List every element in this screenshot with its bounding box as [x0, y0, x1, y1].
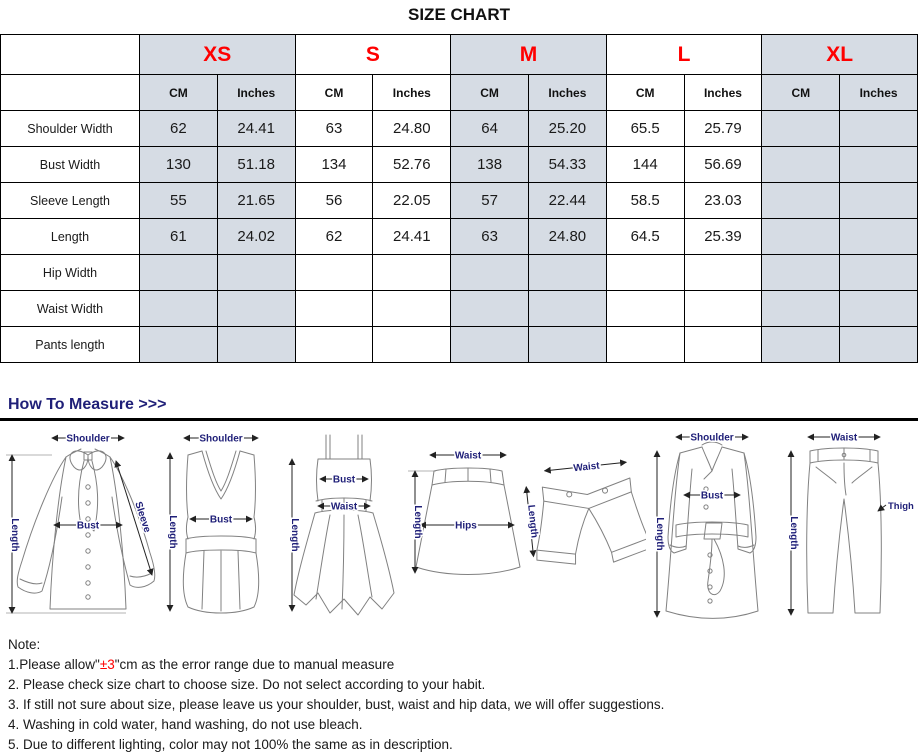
- pants-drawing: [807, 448, 882, 613]
- table-row: [1, 327, 918, 363]
- note-tolerance-value: ±3: [99, 657, 115, 672]
- value-cell: 23.03: [684, 183, 762, 219]
- value-cell: [295, 327, 373, 363]
- value-cell: [840, 183, 918, 219]
- unit-cell: CM: [451, 75, 529, 111]
- value-cell: [684, 327, 762, 363]
- length-label: Length: [525, 504, 540, 539]
- value-cell: [840, 255, 918, 291]
- value-cell: 58.5: [606, 183, 684, 219]
- unit-cell: CM: [762, 75, 840, 111]
- value-cell: 64.5: [606, 219, 684, 255]
- shoulder-label: Shoulder: [690, 432, 734, 444]
- value-cell: [217, 327, 295, 363]
- value-cell: [762, 111, 840, 147]
- unit-cell: Inches: [684, 75, 762, 111]
- value-cell: [373, 291, 451, 327]
- value-cell: 63: [295, 111, 373, 147]
- unit-header-row: [1, 75, 918, 111]
- bust-label: Bust: [700, 490, 724, 502]
- value-cell: 144: [606, 147, 684, 183]
- note-line: 3. If still not sure about size, please leave us your shoulder, bust, waist and hip data, we will offer suggestions.: [8, 697, 665, 712]
- note-line: 5. Due to different lighting, color may not 100% the same as in description.: [8, 737, 453, 752]
- value-cell: [762, 147, 840, 183]
- value-cell: 61: [140, 219, 218, 255]
- row-label: Shoulder Width: [1, 111, 140, 147]
- length-label: Length: [412, 505, 423, 539]
- length-label: Length: [654, 517, 665, 551]
- row-label: Sleeve Length: [1, 183, 140, 219]
- value-cell: [840, 147, 918, 183]
- unit-cell: Inches: [217, 75, 295, 111]
- value-cell: [373, 255, 451, 291]
- size-header-m: M: [451, 35, 607, 75]
- dress-diagram: [282, 425, 406, 625]
- measure-diagrams: [0, 425, 918, 627]
- length-label: Length: [289, 518, 300, 552]
- row-label: Hip Width: [1, 255, 140, 291]
- value-cell: 56: [295, 183, 373, 219]
- corner-cell: [1, 35, 140, 75]
- tank-top-drawing: [183, 451, 259, 613]
- value-cell: 64: [451, 111, 529, 147]
- unit-cell: Inches: [528, 75, 606, 111]
- value-cell: [762, 183, 840, 219]
- unit-cell: CM: [606, 75, 684, 111]
- skirt-diagram: [406, 425, 522, 625]
- value-cell: 25.39: [684, 219, 762, 255]
- value-cell: [140, 327, 218, 363]
- value-cell: [451, 255, 529, 291]
- value-cell: 56.69: [684, 147, 762, 183]
- value-cell: [606, 291, 684, 327]
- shorts-diagram: [522, 425, 646, 625]
- value-cell: [295, 291, 373, 327]
- value-cell: [840, 219, 918, 255]
- size-header-xs: XS: [140, 35, 296, 75]
- waist-label: Waist: [330, 501, 358, 513]
- waist-label: Waist: [454, 450, 482, 462]
- value-cell: 25.79: [684, 111, 762, 147]
- table-row: [1, 219, 918, 255]
- value-cell: 57: [451, 183, 529, 219]
- value-cell: 134: [295, 147, 373, 183]
- row-label: Bust Width: [1, 147, 140, 183]
- note-text: "cm as the error range due to manual measure: [114, 657, 395, 672]
- value-cell: 52.76: [373, 147, 451, 183]
- value-cell: [606, 327, 684, 363]
- page-title: SIZE CHART: [408, 5, 510, 24]
- pants-diagram: [780, 425, 918, 625]
- value-cell: 54.33: [528, 147, 606, 183]
- corner-cell: [1, 75, 140, 111]
- shoulder-label: Shoulder: [66, 433, 110, 445]
- waist-label: Waist: [830, 432, 858, 444]
- value-cell: 62: [140, 111, 218, 147]
- value-cell: [606, 255, 684, 291]
- thigh-label: Thigh: [888, 501, 914, 512]
- hips-label: Hips: [455, 520, 477, 532]
- blouse-diagram: [0, 425, 160, 625]
- notes-heading: Note:: [8, 637, 41, 652]
- waist-label: Waist: [572, 460, 601, 475]
- shoulder-label: Shoulder: [199, 433, 243, 445]
- value-cell: [762, 291, 840, 327]
- value-cell: [762, 327, 840, 363]
- bust-label: Bust: [332, 474, 356, 486]
- unit-cell: CM: [140, 75, 218, 111]
- value-cell: [217, 291, 295, 327]
- unit-cell: Inches: [840, 75, 918, 111]
- size-chart-table: [0, 34, 918, 363]
- sleeve-label: Sleeve: [132, 500, 153, 535]
- value-cell: [762, 255, 840, 291]
- value-cell: [684, 291, 762, 327]
- value-cell: [528, 255, 606, 291]
- dress-drawing: [294, 435, 394, 615]
- coat-drawing: [666, 442, 758, 619]
- value-cell: [684, 255, 762, 291]
- length-label: Length: [9, 518, 20, 552]
- value-cell: 25.20: [528, 111, 606, 147]
- note-line: 2. Please check size chart to choose size. Do not select according to your habit.: [8, 677, 486, 692]
- notes-section: [0, 627, 918, 755]
- length-label: Length: [788, 516, 799, 550]
- table-row: [1, 183, 918, 219]
- value-cell: [451, 291, 529, 327]
- table-row: [1, 147, 918, 183]
- unit-cell: CM: [295, 75, 373, 111]
- tank-top-diagram: [160, 425, 282, 625]
- row-label: Pants length: [1, 327, 140, 363]
- length-label: Length: [167, 515, 178, 549]
- value-cell: [840, 327, 918, 363]
- row-label: Waist Width: [1, 291, 140, 327]
- size-header-xl: XL: [762, 35, 918, 75]
- table-row: [1, 255, 918, 291]
- value-cell: 65.5: [606, 111, 684, 147]
- value-cell: 22.05: [373, 183, 451, 219]
- note-line: 4. Washing in cold water, hand washing, do not use bleach.: [8, 717, 363, 732]
- how-to-measure-heading: How To Measure >>>: [0, 394, 918, 421]
- table-row: [1, 111, 918, 147]
- value-cell: [528, 291, 606, 327]
- value-cell: 24.41: [217, 111, 295, 147]
- unit-cell: Inches: [373, 75, 451, 111]
- note-text: 1.Please allow": [8, 657, 100, 672]
- size-header-l: L: [606, 35, 762, 75]
- value-cell: [140, 255, 218, 291]
- table-row: [1, 291, 918, 327]
- value-cell: 22.44: [528, 183, 606, 219]
- value-cell: [217, 255, 295, 291]
- bust-label: Bust: [76, 520, 100, 532]
- value-cell: 21.65: [217, 183, 295, 219]
- value-cell: [373, 327, 451, 363]
- value-cell: [295, 255, 373, 291]
- row-label: Length: [1, 219, 140, 255]
- value-cell: 130: [140, 147, 218, 183]
- shorts-drawing: [529, 477, 646, 570]
- value-cell: [528, 327, 606, 363]
- value-cell: 24.80: [528, 219, 606, 255]
- thigh-arrow: [878, 505, 886, 511]
- size-header-row: [1, 35, 918, 75]
- note-line: [8, 655, 910, 675]
- value-cell: [762, 219, 840, 255]
- value-cell: [840, 111, 918, 147]
- size-header-s: S: [295, 35, 451, 75]
- value-cell: 62: [295, 219, 373, 255]
- coat-diagram: [646, 425, 780, 625]
- value-cell: 24.41: [373, 219, 451, 255]
- value-cell: 24.80: [373, 111, 451, 147]
- bust-label: Bust: [209, 514, 233, 526]
- value-cell: 63: [451, 219, 529, 255]
- value-cell: 24.02: [217, 219, 295, 255]
- value-cell: [840, 291, 918, 327]
- value-cell: [451, 327, 529, 363]
- value-cell: 55: [140, 183, 218, 219]
- value-cell: 51.18: [217, 147, 295, 183]
- value-cell: [140, 291, 218, 327]
- value-cell: 138: [451, 147, 529, 183]
